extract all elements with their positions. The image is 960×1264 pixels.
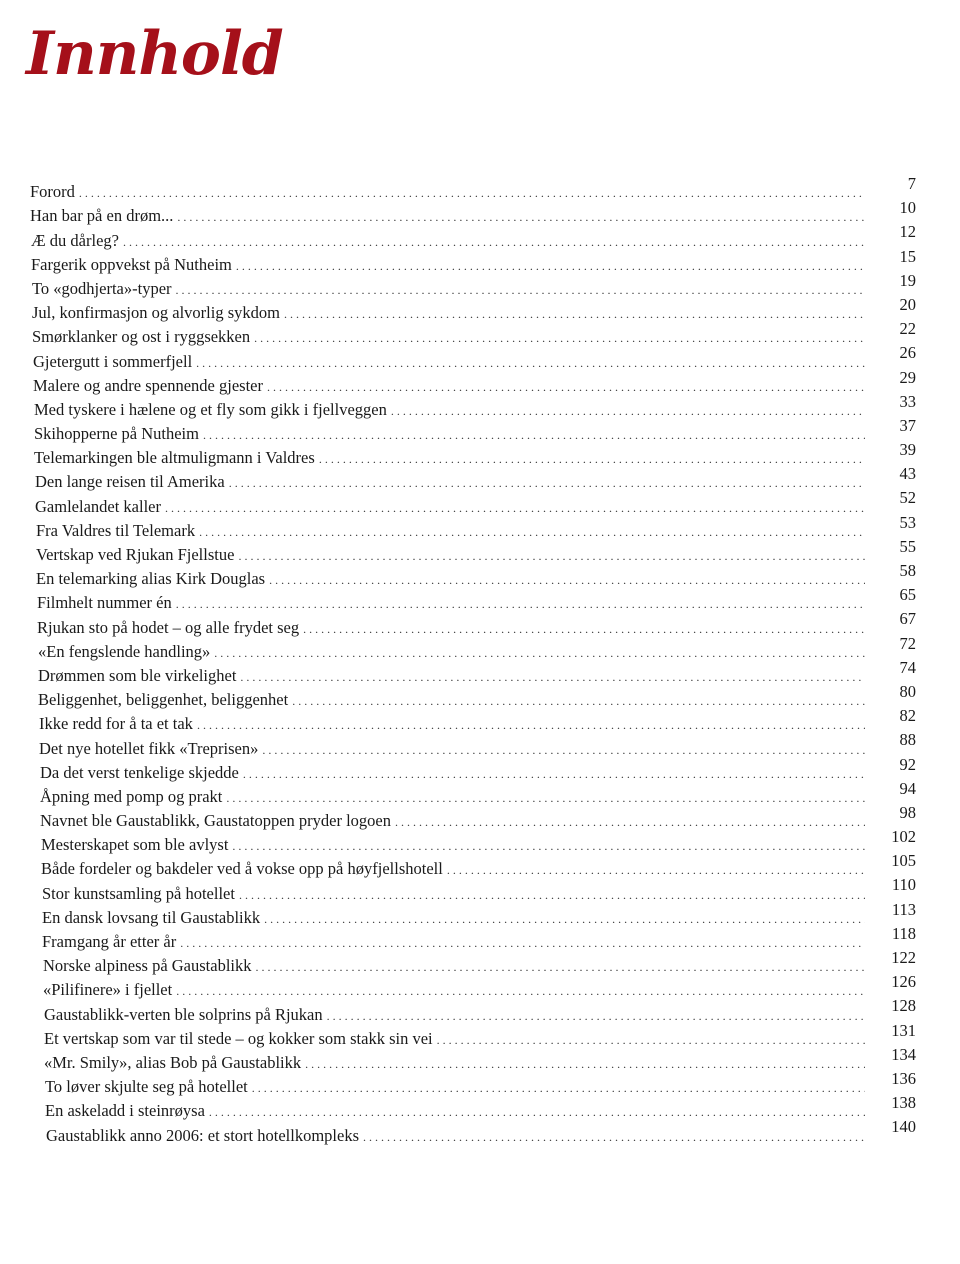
toc-row (30, 778, 930, 807)
toc-page-number: 74 (899, 657, 916, 677)
toc-row (30, 681, 930, 710)
toc-dot-leader (238, 549, 865, 564)
toc-entry (36, 545, 865, 565)
toc-dot-leader (256, 960, 866, 975)
toc-dot-leader (232, 839, 865, 854)
toc-dot-leader (395, 815, 865, 830)
toc-row (30, 198, 930, 226)
page-title: Innhold (26, 19, 283, 89)
toc-row (30, 827, 930, 855)
toc-entry-title: Gamlelandet kaller (35, 496, 161, 516)
toc-entry-title: «En fengslende handling» (38, 641, 211, 661)
toc-entry (43, 980, 865, 1000)
toc-entry-title: To «godhjerta»-typer (32, 278, 172, 298)
toc-page-number: 58 (899, 561, 916, 580)
toc-page-number: 122 (891, 948, 916, 967)
toc-dot-leader (267, 380, 865, 395)
toc-entry (45, 1077, 865, 1097)
toc-entry (42, 932, 865, 952)
toc-entry-title: Fra Valdres til Telemark (36, 520, 196, 540)
toc-row (30, 415, 930, 444)
toc-row (30, 1093, 930, 1121)
toc-dot-leader (243, 767, 865, 782)
toc-entry (44, 1029, 865, 1049)
toc-row (30, 972, 930, 1000)
toc-entry (40, 763, 865, 783)
toc-entry-title: Åpning med pomp og prakt (40, 786, 223, 806)
toc-entry (33, 352, 865, 372)
toc-dot-leader (264, 912, 865, 927)
toc-dot-leader (363, 1130, 865, 1145)
toc-entry-title: Ikke redd for å ta et tak (39, 714, 193, 734)
toc-entry-title: Gaustablikk-verten ble solprins på Rjukan (44, 1004, 323, 1024)
toc-page-number: 39 (899, 440, 916, 460)
toc-dot-leader (176, 283, 865, 298)
toc-row (30, 633, 930, 662)
toc-entry-title: Smørklanker og ost i ryggsekken (32, 327, 251, 347)
toc-page-number: 102 (891, 827, 916, 847)
toc-page-number: 136 (891, 1068, 916, 1088)
toc-row (30, 222, 930, 250)
toc-entry (33, 376, 865, 396)
toc-entry (38, 690, 865, 710)
toc-dot-leader (437, 1033, 865, 1048)
toc-page-number: 118 (891, 923, 916, 943)
toc-entry-title: «Mr. Smily», alias Bob på Gaustablikk (44, 1052, 302, 1072)
toc-row (30, 802, 930, 831)
toc-entry-title: Det nye hotellet fikk «Treprisen» (39, 738, 259, 758)
toc-entry-title: To løver skjulte seg på hotellet (45, 1077, 248, 1097)
toc-page-number: 52 (899, 488, 916, 508)
toc-entry (32, 327, 865, 347)
toc-row (30, 948, 930, 976)
toc-page-number: 55 (899, 536, 916, 556)
toc-entry (41, 835, 865, 855)
toc-row (30, 174, 930, 202)
toc-entry-title: Da det verst tenkelige skjedde (40, 762, 239, 782)
toc-dot-leader (199, 525, 865, 540)
toc-dot-leader (284, 307, 865, 322)
toc-dot-leader (391, 404, 865, 419)
toc-row (30, 923, 930, 952)
toc-page-number: 20 (899, 294, 916, 314)
toc-entry-title: Med tyskere i hælene og et fly som gikk i fjellveggen (34, 399, 387, 419)
toc-row (30, 996, 930, 1024)
toc-entry (37, 618, 865, 638)
toc-entry (39, 739, 865, 759)
toc-row (30, 367, 930, 396)
toc-row (30, 1117, 930, 1145)
toc-entry-title: Stor kunstsamling på hotellet (42, 883, 235, 903)
toc-entry-title: En askeladd i steinrøysa (45, 1101, 205, 1121)
toc-row (30, 294, 930, 323)
toc-entry-title: Navnet ble Gaustablikk, Gaustatoppen pryder logoen (40, 811, 391, 831)
toc-dot-leader (252, 1081, 865, 1096)
toc-dot-leader (319, 452, 865, 467)
toc-entry (40, 811, 865, 831)
toc-dot-leader (180, 936, 865, 951)
toc-row (30, 246, 930, 275)
toc-page-number: 138 (891, 1093, 916, 1113)
toc-page-number: 65 (899, 585, 916, 605)
toc-page-number: 134 (891, 1044, 916, 1064)
toc-page-number: 105 (891, 851, 916, 871)
toc-entry-title: Den lange reisen til Amerika (35, 472, 225, 492)
toc-entry-title: En telemarking alias Kirk Douglas (36, 569, 266, 589)
toc-dot-leader (209, 1105, 865, 1120)
toc-page-number: 128 (891, 996, 916, 1016)
toc-page-number: 113 (891, 899, 916, 919)
toc-dot-leader (303, 622, 865, 637)
toc-entry-title: Skihopperne på Nutheim (34, 424, 199, 444)
toc-page-number: 98 (899, 802, 916, 822)
toc-entry (44, 1005, 865, 1025)
toc-dot-leader (165, 501, 865, 516)
toc-entry (46, 1126, 865, 1146)
toc-page-number: 88 (899, 730, 916, 750)
toc-page-number: 33 (899, 391, 916, 411)
toc-row (30, 319, 930, 347)
toc-row (30, 1020, 930, 1049)
toc-entry (39, 714, 865, 734)
toc-page-number: 26 (899, 343, 916, 363)
toc-dot-leader (240, 670, 865, 685)
toc-page-number: 82 (899, 706, 916, 726)
toc-page-number: 140 (891, 1117, 916, 1137)
toc-row (30, 488, 930, 516)
toc-entry (37, 593, 865, 613)
toc-entry (38, 642, 865, 662)
toc-entry-title: Drømmen som ble virkelighet (38, 665, 237, 685)
toc-entry (42, 884, 865, 904)
toc-dot-leader (262, 743, 865, 758)
toc-entry-title: Æ du dårleg? (31, 230, 119, 250)
toc-entry (31, 231, 865, 251)
toc-entry-title: Gjetergutt i sommerfjell (33, 351, 193, 371)
toc-entry-title: Telemarkingen ble altmuligmann i Valdres (34, 448, 315, 468)
toc-dot-leader (327, 1009, 865, 1024)
toc-dot-leader (226, 791, 865, 806)
toc-row (30, 851, 930, 879)
toc-page-number: 10 (899, 198, 916, 218)
toc-page-number: 37 (899, 415, 916, 435)
toc-entry-title: Et vertskap som var til stede – og kokker som stakk sin vei (44, 1028, 433, 1048)
toc-row (30, 391, 930, 420)
toc-row (30, 343, 930, 371)
toc-entry (34, 400, 865, 420)
toc-dot-leader (269, 573, 865, 588)
toc-entry-title: En dansk lovsang til Gaustablikk (42, 907, 261, 927)
toc-entry-title: Jul, konfirmasjon og alvorlig sykdom (32, 303, 280, 323)
toc-row (30, 561, 930, 589)
toc-entry-title: Fargerik oppvekst på Nutheim (31, 254, 232, 274)
toc-page-number: 94 (899, 778, 916, 798)
toc-page-number: 19 (899, 270, 916, 290)
toc-row (30, 730, 930, 758)
toc-entry (40, 787, 865, 807)
toc-page-number: 92 (899, 754, 916, 774)
toc-entry-title: Norske alpiness på Gaustablikk (43, 956, 252, 976)
toc-entry-title: Han bar på en drøm... (30, 206, 174, 226)
toc-page-number: 43 (899, 464, 916, 484)
toc-entry-title: Framgang år etter år (42, 932, 177, 951)
toc-dot-leader (176, 597, 865, 612)
toc-dot-leader (305, 1057, 865, 1072)
toc-row (30, 754, 930, 783)
toc-entry (35, 472, 865, 492)
toc-page-number: 29 (899, 367, 916, 387)
toc-row (30, 875, 930, 903)
toc-entry (41, 859, 865, 879)
toc-entry (42, 908, 865, 928)
toc-row (30, 512, 930, 541)
toc-dot-leader (197, 718, 865, 733)
toc-entry (34, 424, 865, 444)
toc-row (30, 899, 930, 928)
toc-entry-title: «Pilifinere» i fjellet (43, 980, 173, 1000)
toc-row (30, 1068, 930, 1097)
toc-row (30, 536, 930, 565)
toc-dot-leader (254, 331, 865, 346)
toc-entry-title: Rjukan sto på hodet – og alle frydet seg (37, 617, 300, 637)
toc-page-number: 131 (891, 1020, 916, 1040)
toc-dot-leader (447, 863, 865, 878)
toc-entry (35, 497, 865, 517)
toc-dot-leader (79, 186, 865, 201)
toc-entry-title: Både fordeler og bakdeler ved å vokse opp på høyfjellshotell (41, 859, 443, 879)
toc-entry (36, 521, 865, 541)
toc-page-number: 67 (899, 609, 916, 629)
toc-page-number: 110 (891, 875, 916, 895)
toc-entry-title: Mesterskapet som ble avlyst (41, 835, 229, 855)
toc-entry (36, 569, 865, 589)
toc-dot-leader (177, 210, 865, 225)
toc-row (30, 1044, 930, 1073)
toc-entry (31, 255, 865, 275)
toc-page-number: 126 (891, 972, 916, 992)
toc-dot-leader (196, 356, 865, 371)
toc-entry-title: Vertskap ved Rjukan Fjellstue (36, 545, 235, 564)
toc-entry (44, 1053, 865, 1073)
toc-page-number: 12 (899, 222, 916, 242)
toc-entry (45, 1101, 865, 1121)
toc-entry-title: Beliggenhet, beliggenhet, beliggenhet (38, 690, 289, 710)
toc-entry (32, 303, 865, 323)
toc-row (30, 657, 930, 686)
toc-entry (34, 448, 865, 468)
toc-entry-title: Forord (30, 182, 75, 202)
toc-row (30, 609, 930, 637)
toc-dot-leader (123, 235, 865, 250)
toc-page-number: 15 (899, 246, 916, 266)
toc-page-number: 22 (899, 319, 916, 339)
toc-dot-leader (214, 646, 865, 661)
toc-entry (32, 279, 865, 299)
toc-entry-title: Filmhelt nummer én (37, 593, 172, 613)
toc-entry-title: Gaustablikk anno 2006: et stort hotellkompleks (46, 1125, 360, 1145)
toc-entry (38, 666, 865, 686)
toc-row (30, 464, 930, 492)
toc-dot-leader (203, 428, 865, 443)
toc-row (30, 270, 930, 299)
toc-dot-leader (176, 984, 865, 999)
toc-entry (43, 956, 865, 976)
toc-row (30, 585, 930, 613)
toc-entry-title: Malere og andre spennende gjester (33, 375, 263, 395)
toc-page-number: 53 (899, 512, 916, 532)
toc-page-number: 7 (907, 174, 916, 193)
toc-row (30, 706, 930, 734)
toc-row (30, 440, 930, 468)
toc-dot-leader (236, 259, 865, 274)
toc-page-number: 72 (899, 633, 916, 653)
table-of-contents (30, 174, 930, 1146)
toc-dot-leader (229, 476, 865, 491)
toc-entry (30, 182, 865, 202)
toc-dot-leader (292, 694, 865, 709)
toc-entry (30, 206, 865, 226)
toc-dot-leader (239, 888, 865, 903)
toc-page-number: 80 (899, 681, 916, 701)
